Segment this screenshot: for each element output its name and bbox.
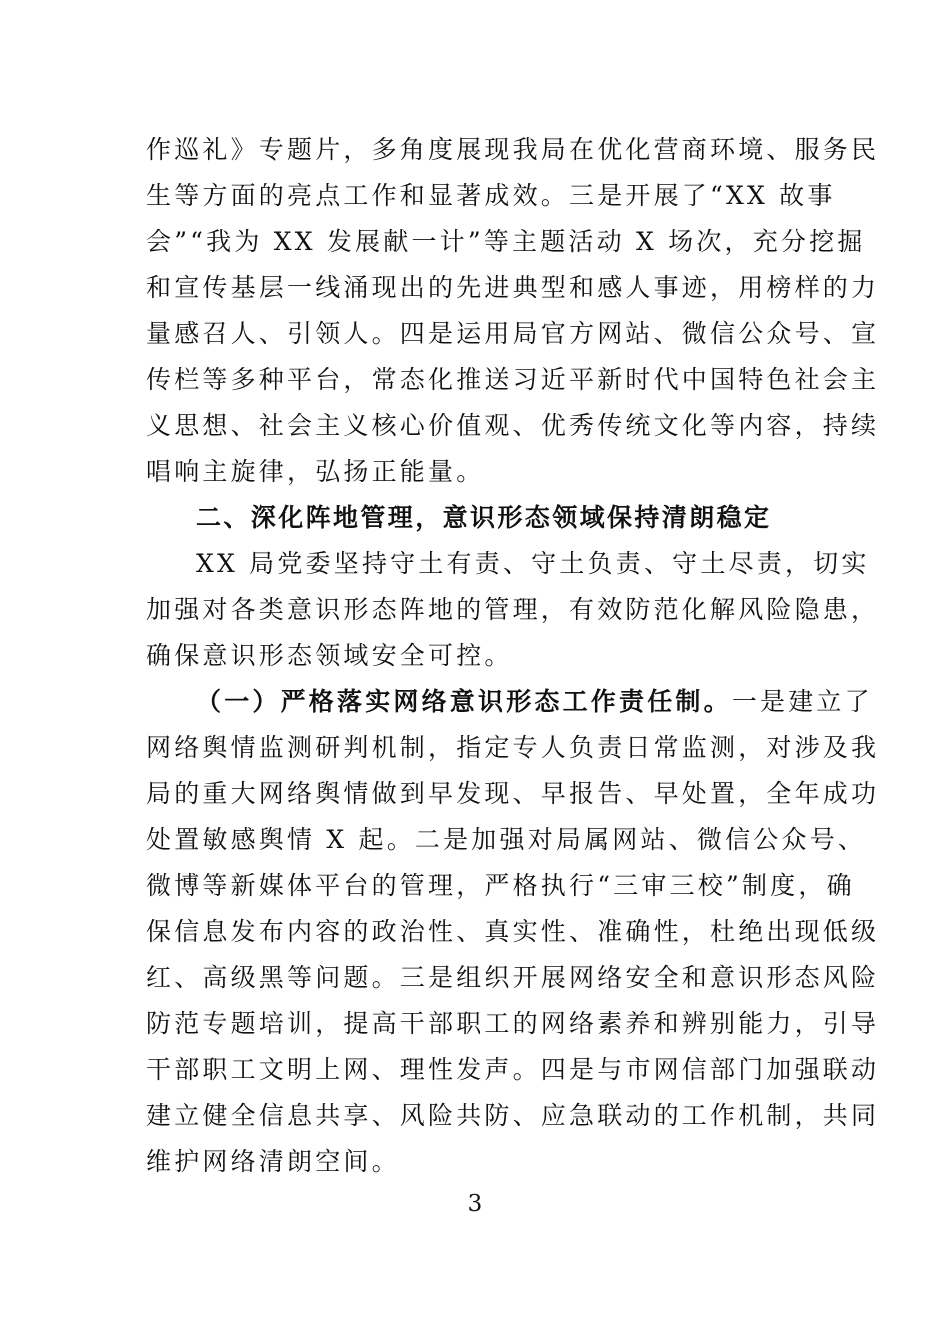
paragraph-line: 加强对各类意识形态阵地的管理，有效防范化解风险隐患， <box>146 595 880 624</box>
subsection-lead-line <box>196 686 873 718</box>
paragraph-line: 唱响主旋律，弘扬正能量。 <box>146 457 485 486</box>
paragraph-line: 会”“我为 XX 发展献一计”等主题活动 X 场次，充分挖掘 <box>146 227 866 256</box>
paragraph-line: 和宣传基层一线涌现出的先进典型和感人事迹，用榜样的力 <box>146 273 880 302</box>
section-heading: 二、深化阵地管理，意识形态领域保持清朗稳定 <box>196 503 772 532</box>
paragraph-line: XX 局党委坚持守土有责、守土负责、守土尽责，切实 <box>196 549 870 578</box>
paragraph-line: 建立健全信息共享、风险共防、应急联动的工作机制，共同 <box>146 1101 880 1130</box>
paragraph-line: 生等方面的亮点工作和显著成效。三是开展了“XX 故事 <box>146 181 836 210</box>
paragraph-line: 局的重大网络舆情做到早发现、早报告、早处置，全年成功 <box>146 779 880 808</box>
paragraph-line: 网络舆情监测研判机制，指定专人负责日常监测，对涉及我 <box>146 733 880 762</box>
subsection-heading: （一）严格落实网络意识形态工作责任制。 <box>196 687 732 716</box>
paragraph-line: 维护网络清朗空间。 <box>146 1147 400 1176</box>
paragraph-line: 干部职工文明上网、理性发声。四是与市网信部门加强联动 <box>146 1055 880 1084</box>
paragraph-line: 义思想、社会主义核心价值观、优秀传统文化等内容，持续 <box>146 411 880 440</box>
paragraph-line: 微博等新媒体平台的管理，严格执行“三审三校”制度，确 <box>146 871 855 900</box>
paragraph-line: 量感召人、引领人。四是运用局官方网站、微信公众号、宣 <box>146 319 880 348</box>
paragraph-line: 保信息发布内容的政治性、真实性、准确性，杜绝出现低级 <box>146 917 880 946</box>
paragraph-line: 红、高级黑等问题。三是组织开展网络安全和意识形态风险 <box>146 963 880 992</box>
page-number: 3 <box>467 1191 483 1217</box>
subsection-lead-text: 一是建立了 <box>731 687 873 716</box>
paragraph-line: 确保意识形态领域安全可控。 <box>146 641 513 670</box>
paragraph-line: 处置敏感舆情 X 起。二是加强对局属网站、微信公众号、 <box>146 825 867 854</box>
paragraph-line: 防范专题培训，提高干部职工的网络素养和辨别能力，引导 <box>146 1009 880 1038</box>
paragraph-line: 传栏等多种平台，常态化推送习近平新时代中国特色社会主 <box>146 365 880 394</box>
paragraph-line: 作巡礼》专题片，多角度展现我局在优化营商环境、服务民 <box>146 135 880 164</box>
